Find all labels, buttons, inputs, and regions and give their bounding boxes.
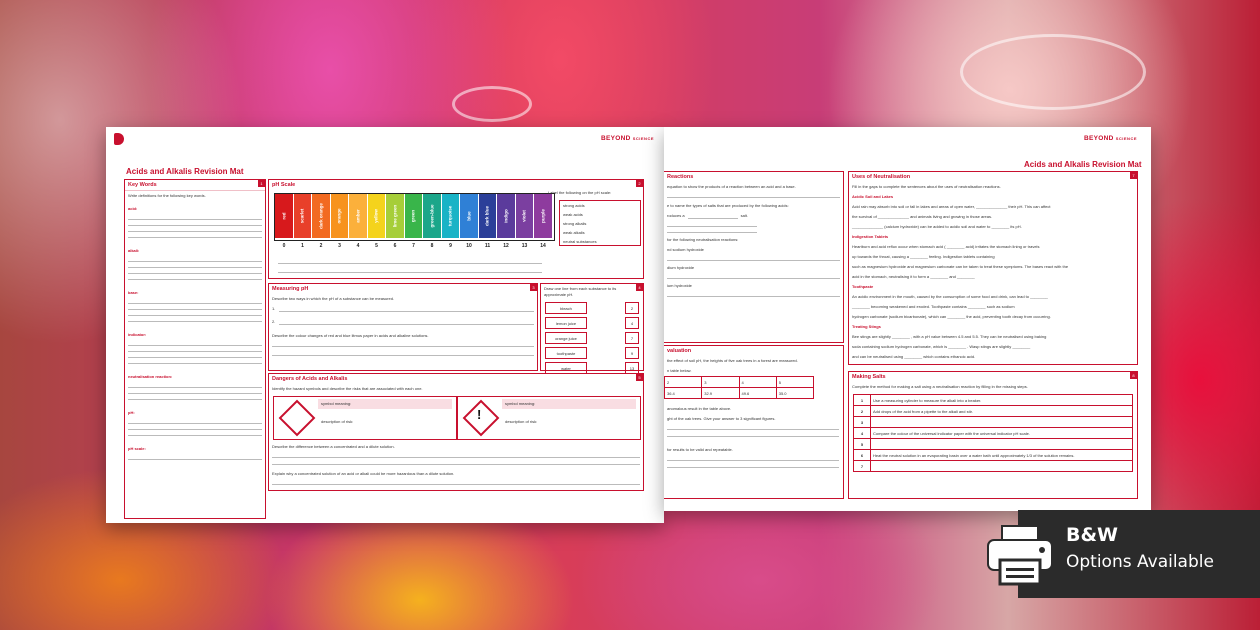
term-indicator: indicator: (128, 332, 147, 337)
uses-of-neutralisation-panel: 7 Uses of Neutralisation Fill in the gaps to complete the sentences about the uses of neutralisation reactions. Acidic Soil and Lakes Acid rain may absorb into soil or fall in lakes and areas of open water, ______________ their pH. This can affect the survival of ______________ and animals living and growing in those areas. ______________ (calcium hydroxide) can be added to acidic soil and water to ________ its pH. Indigestion Tablets Heartburn and acid reflux occur when stomach acid ( ________ acid) irritates the stomach lining or travels up towards the throat, causing a ________ feeling. Indigestion tablets containing such as magnesium hydroxide and magnesium carbonate can be taken to treat these symptoms. The bases react with the acid in the stomach, neutralising it to form a ________ and ________ Toothpaste An acidic environment in the mouth, caused by the consumption of some food and drink, can lead to ________ ________ becoming weakened and eroded. Toothpaste contains ________ such as sodium hydrogen carbonate (sodium bicarbonate), which can ________ the acid, preventing tooth decay from occurring. Treating Stings Bee stings are slightly ________ , with a pH value between 4.5 and 5.5. They can be neutralised using baking soda containing sodium hydrogen carbonate, which is ________ . Wasp stings are slightly ________ and can be neutralised using ________ which contains ethanoic acid. (848, 171, 1138, 365)
ph-scale-panel: 2 pH Scale red 0 scarlet 1 dark orange 2 orange 3 amber 4 yellow 5 lime green 6 green 7 green-blue 8 turquoise 9 blue 10 dark blue 11 indigo 12 violet 13 purple 14 Label the following on the pH scale: strong acids weak acids strong alkalis weak alkalis neutral substances (268, 179, 644, 279)
substances-panel: 4 Draw one line from each substance to its approximate pH. bleach lemon juice orange juice toothpaste water 2 4 7 9 13 (540, 283, 644, 371)
term-alkali: alkali: (128, 248, 140, 253)
key-words-panel: 1 Key Words Write definitions for the following key words. acid: alkali: base: indicator: neutralisation reaction: pH: pH scale: (124, 179, 266, 519)
substance-row: toothpaste (546, 348, 587, 359)
ph-number: 3 (338, 243, 341, 249)
method-step-row: 5 (854, 439, 1133, 450)
revision-mat-page-2: BEYOND SCIENCE Acids and Alkalis Revision Mat Reactions equation to show the products of a reaction between an acid and a base. e to name the types of salts that are produced by the following acids: roduces a salt. for the following neutralisation reactions: nd sodium hydroxide dium hydroxide ium hydroxide valuation the effect of soil pH, the heights of five oak trees in a forest are measured. n table below. 2 3 4 5 36.4 32.9 49.6 35.0 anomalous result in the table above. ght of the oak trees. Give your answer to 3 significant figures. for results to be valid and repeatable. 7 Uses of Neutralisation Fill in the gaps to complete the sentences about the uses of neutralisation reactions. Acidic Soil and Lakes Acid rain may absorb into soil or fall in lakes and areas of open water, ______________ their pH. This can affect the survival of ______________ and animals living and growing in those areas. ______________ (calcium hydroxide) can be added to acidic soil and water to ________ its pH. Indigestion Tablets Heartburn and acid reflux occur when stomach acid ( ________ acid) irritates the stomach lining or travels up towards the throat, causing a ________ feeling. Indigestion tablets containing such as magnesium hydroxide and magnesium carbonate can be taken to treat these symptoms. The bases react with the acid in the stomach, neutralising it to form a ________ and ________ Toothpaste An acidic environment in the mouth, caused by the consumption of some food and drink, can lead to ________ ________ becoming weakened and eroded. Toothpaste contains ________ such as sodium hydrogen carbonate (sodium bicarbonate), which can ________ the acid, preventing tooth decay from occurring. Treating Stings Bee stings are slightly ________ , with a pH value between 4.5 and 5.5. They can be neutralised using baking soda containing sodium hydrogen carbonate, which is ________ . Wasp stings are slightly ________ and can be neutralised using ________ which contains ethanoic acid. 8 Making Salts Complete the method for making a salt using a neutralisation reaction by filling in the missing steps. 1 Use a measuring cylinder to measure the alkali into a beaker. 2 Add drops of the acid from a pipette to the alkali and stir. 3 4 Compare the colour of the universal indicator paper with the universal indicator pH scale. 5 6 Heat the neutral solution in an evaporating basin over a water bath until approximately 1/3 of the solution remains. 7 (664, 127, 1151, 511)
ph-value-row: 13 (626, 363, 639, 374)
ph-scale-heading: pH Scale (272, 182, 296, 188)
ph-colour-violet: violet (516, 194, 534, 238)
corrosive-hazard-icon (279, 400, 316, 437)
ph-number: 6 (393, 243, 397, 249)
ph-colour-red: red (275, 194, 293, 238)
method-step-row: 3 (854, 417, 1133, 428)
ph-number: 2 (319, 243, 323, 249)
ph-value-row: 4 (626, 318, 639, 329)
brand-logo: BEYOND SCIENCE (601, 135, 654, 142)
reactions-panel: Reactions equation to show the products of a reaction between an acid and a base. e to name the types of salts that are produced by the following acids: roduces a salt. for the following neutralisation reactions: nd sodium hydroxide dium hydroxide ium hydroxide (664, 171, 844, 343)
page-title: Acids and Alkalis Revision Mat (126, 167, 244, 176)
brand-logo: BEYOND SCIENCE (1084, 135, 1137, 142)
evaluation-panel: valuation the effect of soil pH, the heights of five oak trees in a forest are measured. n table below. 2 3 4 5 36.4 32.9 49.6 35.0 anomalous result in the table above. ght of the oak trees. Give your answer to 3 significant figures. for results to be valid and repeatable. (664, 345, 844, 499)
ph-number: 4 (356, 243, 360, 249)
making-salts-panel: 8 Making Salts Complete the method for making a salt using a neutralisation reaction by filling in the missing steps. 1 Use a measuring cylinder to measure the alkali into a beaker. 2 Add drops of the acid from a pipette to the alkali and stir. 3 4 Compare the colour of the universal indicator paper with the universal indicator pH scale. 5 6 Heat the neutral solution in an evaporating basin over a water bath until approximately 1/3 of the solution remains. 7 (848, 371, 1138, 499)
ph-number: 0 (282, 243, 286, 249)
method-step-row: 1 Use a measuring cylinder to measure the alkali into a beaker. (854, 395, 1133, 406)
term-ph-scale: pH scale: (128, 446, 146, 451)
ph-number: 12 (503, 243, 509, 249)
key-words-heading: Key Words (125, 180, 265, 191)
ph-colour-purple: purple (534, 194, 552, 238)
revision-mat-page-1 (106, 127, 664, 523)
trial-results-table: 2 3 4 5 36.4 32.9 49.6 35.0 (664, 376, 814, 399)
ph-value-row: 7 (626, 333, 639, 344)
ph-number: 11 (484, 243, 491, 249)
ph-value-row: 9 (626, 348, 639, 359)
dangers-panel: 5 Dangers of Acids and Alkalis Identify the hazard symbols and describe the risks that are associated with each one. symbol meaning: description of risk: ! symbol meaning: description of risk: Describe the difference between a concentrated and a dilute solution. Explain why a concentrated solution of an acid or alkali could be more hazardous than a dilute solution. (268, 373, 644, 491)
bw-options-badge[interactable] (1018, 510, 1260, 598)
term-acid: acid: (128, 206, 138, 211)
ph-colour-dark-blue: dark blue (479, 194, 497, 238)
salt-method-steps (853, 394, 1133, 472)
substance-row: bleach (546, 303, 587, 314)
ph-number: 7 (412, 243, 415, 249)
ph-number: 1 (301, 243, 304, 249)
ph-colour-amber: amber (349, 194, 367, 238)
ph-number: 10 (466, 243, 472, 249)
method-step-row: 2 Add drops of the acid from a pipette to the alkali and stir. (854, 406, 1133, 417)
ph-number: 9 (449, 243, 452, 249)
options-label: Options Available (1066, 552, 1214, 572)
beyond-logo-icon (114, 133, 124, 145)
ph-colour-orange: orange (331, 194, 349, 238)
ph-number: 8 (430, 243, 434, 249)
substance-row: water (546, 363, 587, 374)
ph-colour-indigo: indigo (497, 194, 515, 238)
method-step-row: 6 Heat the neutral solution in an evaporating basin over a water bath until approximately 1/3 of the solution remains. (854, 450, 1133, 461)
ph-label-list: strong acids weak acids strong alkalis weak alkalis neutral substances (559, 200, 641, 246)
bw-label: B&W (1066, 524, 1119, 546)
ph-colour-yellow: yellow (368, 194, 386, 238)
ph-colour-dark-orange: dark orange (312, 194, 330, 238)
substance-row: lemon juice (546, 318, 587, 329)
test-tube-rim (452, 86, 532, 122)
method-step-row: 7 (854, 461, 1133, 472)
ph-number: 5 (375, 243, 378, 249)
substance-row: orange juice (546, 333, 587, 344)
ph-colour-blue: blue (460, 194, 478, 238)
ph-value-row: 2 (626, 303, 639, 314)
method-step-row: 4 Compare the colour of the universal indicator paper with the universal indicator pH scale. (854, 428, 1133, 439)
ph-colour-turquoise: turquoise (442, 194, 460, 238)
ph-number: 14 (540, 243, 546, 249)
term-base: base: (128, 290, 139, 295)
term-ph: pH: (128, 410, 135, 415)
ph-number: 13 (521, 243, 528, 249)
term-neutralisation: neutralisation reaction: (128, 374, 173, 379)
test-tube-rim (960, 34, 1146, 110)
ph-colour-lime-green: lime green (386, 194, 404, 238)
measuring-ph-panel: 3 Measuring pH Describe two ways in which the pH of a substance can be measured. 1. 2. Describe the colour changes of red and blue litmus paper in acids and alkaline solutions. (268, 283, 538, 371)
ph-colour-green: green (405, 194, 423, 238)
ph-colour-green-blue: green-blue (423, 194, 441, 238)
printer-icon (984, 524, 1056, 586)
ph-colour-scarlet: scarlet (294, 194, 312, 238)
